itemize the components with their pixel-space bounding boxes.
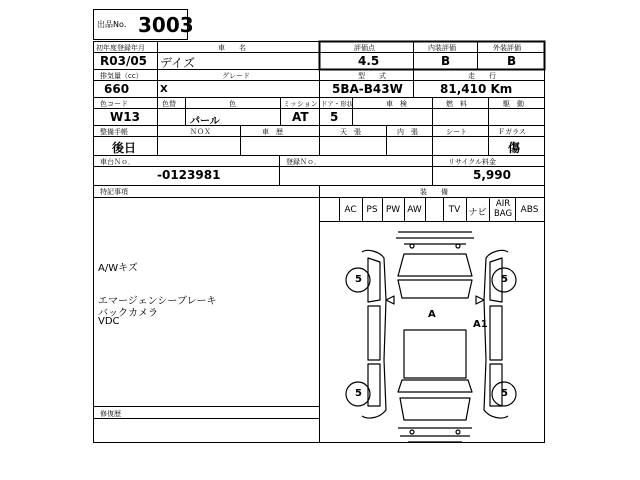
- header-exterior-grade: 外装評価: [493, 44, 521, 52]
- note-line-4: VDC: [98, 316, 120, 327]
- value-recycle: 5,990: [473, 168, 511, 182]
- header-model: 型 式: [358, 72, 386, 80]
- header-drive: 駆 動: [503, 100, 524, 108]
- equip-pw: PW: [385, 205, 401, 215]
- header-registration-no: 登録Ｎｏ．: [286, 158, 321, 166]
- mark-damage-a: A: [428, 309, 436, 320]
- header-door: ドア・形状: [321, 100, 354, 108]
- mark-tyre-front-right: 5: [501, 274, 508, 285]
- equip-ps: PS: [366, 205, 378, 215]
- header-registration: 初年度登録年月: [96, 44, 145, 52]
- header-nox: ＮＯＸ: [190, 128, 211, 136]
- value-color: パール: [190, 116, 220, 127]
- header-car-name: 車 名: [218, 44, 246, 52]
- note-line-1: A/Wキズ: [98, 263, 138, 274]
- header-interior-grade: 内装評価: [428, 44, 456, 52]
- value-chassis: -0123981: [157, 168, 221, 182]
- header-color: 色: [229, 100, 236, 108]
- value-car-name: デイズ: [160, 56, 196, 70]
- header-roof: 天 張: [340, 128, 361, 136]
- note-line-3: バックカメラ: [98, 308, 158, 319]
- value-mission: AT: [292, 110, 309, 124]
- equip-airbag: AIR BAG: [493, 199, 513, 219]
- value-mileage: 81,410 Km: [440, 82, 513, 96]
- equip-tv: TV: [448, 205, 461, 215]
- value-interior-grade: B: [441, 54, 451, 68]
- equip-ac: AC: [344, 205, 357, 215]
- header-displacement: 排気量（cc）: [100, 72, 143, 80]
- value-exterior-grade: B: [507, 54, 517, 68]
- value-glass: 傷: [508, 141, 521, 155]
- header-color-change: 色替: [162, 100, 176, 108]
- value-registration: R03/05: [100, 54, 148, 68]
- mark-tyre-front-left: 5: [355, 274, 362, 285]
- header-repair: 修復歴: [100, 410, 121, 418]
- value-model: 5BA-B43W: [332, 82, 403, 96]
- equip-aw: AW: [407, 205, 422, 215]
- equip-navi: ナビ: [468, 208, 487, 218]
- header-fuel: 燃 料: [446, 100, 467, 108]
- header-manual: 整備手帳: [100, 128, 128, 136]
- note-line-2: エマージェンシーブレーキ: [98, 296, 217, 307]
- header-grade: グレード: [222, 72, 250, 80]
- value-score: 4.5: [358, 54, 380, 68]
- header-mission: ミッション: [283, 100, 318, 108]
- header-glass: Ｆガラス: [498, 128, 526, 136]
- header-inspection: 車 検: [386, 100, 407, 108]
- header-notes: 特記事項: [100, 188, 128, 196]
- header-history: 車 歴: [262, 128, 283, 136]
- header-seat: シート: [446, 128, 467, 136]
- value-color-code: W13: [110, 110, 140, 124]
- equip-abs: ABS: [520, 205, 539, 215]
- value-grade: X: [160, 84, 168, 95]
- header-equipment: 装 備: [420, 188, 448, 196]
- header-recycle: リサイクル料金: [448, 158, 497, 166]
- value-door: 5: [330, 110, 339, 124]
- header-color-code: 色コード: [100, 100, 128, 108]
- mark-tyre-rear-right: 5: [501, 388, 508, 399]
- value-displacement: 660: [104, 82, 130, 96]
- header-interior: 内 張: [397, 128, 418, 136]
- header-mileage: 走 行: [468, 72, 496, 80]
- mark-damage-a1: A1: [473, 319, 488, 330]
- mark-tyre-rear-left: 5: [355, 388, 362, 399]
- lot-number: 3003: [138, 13, 194, 37]
- header-score: 評価点: [354, 44, 375, 52]
- lot-label: 出品No．: [97, 20, 132, 29]
- header-chassis: 車台Ｎｏ．: [100, 158, 135, 166]
- value-manual: 後日: [112, 141, 137, 155]
